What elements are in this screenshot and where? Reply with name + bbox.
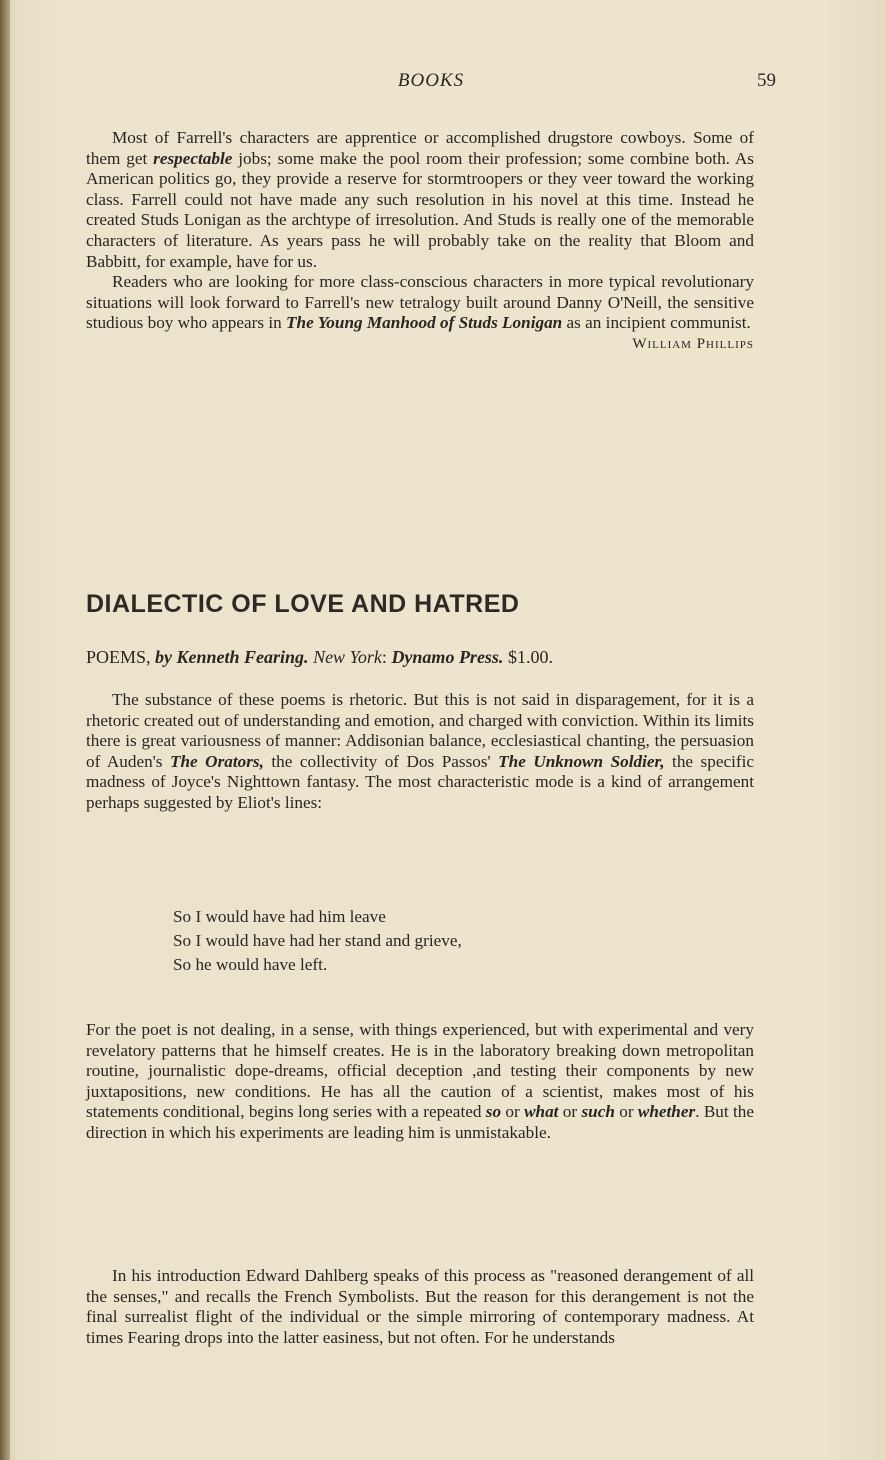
citation-city: New York (313, 647, 382, 667)
citation-author: by Kenneth Fearing. (155, 647, 309, 667)
text-run: Readers who are looking for more class-conscious characters in more typical revolutionary situations will look forward to Farrell's new tetralogy built around Danny O'Neill, the sensitive studious boy who appears in (86, 272, 754, 333)
verse-line: So he would have left. (173, 955, 328, 974)
paragraph: In his introduction Edward Dahlberg speaks of this process as "reasoned derangement of all the senses," and recalls the French Symbolists. But the reason for this derangement is not the final surrealist flight of the individual or the simple mirroring of contemporary madness. At times Fearing drops into the latter easiness, but not often. For he understands (86, 1266, 754, 1347)
book-title: The Young Manhood of Studs Lonigan (286, 313, 563, 333)
book-citation (86, 647, 553, 668)
verse-line: So I would have had him leave (173, 907, 386, 926)
text-run: or (501, 1102, 525, 1122)
reviewer-signature: William Phillips (632, 335, 754, 352)
review-heading: DIALECTIC OF LOVE AND HATRED (86, 590, 520, 618)
book-title: The Unknown Soldier, (498, 751, 665, 771)
emphasis-text: so (485, 1102, 502, 1122)
emphasis-text: what (524, 1102, 559, 1122)
verse-line: So I would have had her stand and grieve, (173, 931, 462, 950)
review-fearing-closing (86, 1266, 754, 1348)
citation-separator: : (381, 647, 392, 667)
book-spine-edge (0, 0, 10, 1460)
page-number: 59 (757, 70, 776, 91)
text-run: as an incipient communist. (562, 313, 751, 333)
emphasis-text: respectable (153, 148, 233, 168)
page-header (86, 70, 776, 98)
citation-title: POEMS, (86, 647, 156, 667)
emphasis-text: whether (637, 1102, 696, 1122)
citation-price: $1.00. (503, 647, 553, 667)
verse-quote (173, 905, 462, 977)
text-run: the specific madness of Joyce's Nighttown fantasy. The most characteristic mode is a kind of arrangement perhaps suggested by Eliot's lines: (86, 751, 754, 812)
review-fearing-body (86, 1020, 754, 1144)
citation-publisher: Dynamo Press. (391, 647, 504, 667)
text-run: the collectivity of Dos Passos' (263, 751, 499, 771)
text-run: . But the direction in which his experiments are leading him is unmistakable. (86, 1102, 754, 1142)
book-title: The Orators, (169, 751, 264, 771)
paragraph (86, 272, 754, 334)
text-run: jobs; some make the pool room their profession; some combine both. As American politics go, they provide a reserve for stormtroopers or they veer toward the working class. Farrell could not have made any such resolution in his novel at this time. Instead he created Studs Lonigan as the archtype of irresolution. And Studs is really one of the memorable characters of literature. As years pass he will probably take on the reality that Bloom and Babbitt, for example, have for us. (86, 148, 754, 271)
review-farrell (86, 128, 754, 353)
review-fearing-intro (86, 690, 754, 814)
running-head: BOOKS (397, 70, 465, 91)
text-run: The substance of these poems is rhetoric. But this is not said in disparagement, for it is a rhetoric created out of understanding and emotion, and charged with conviction. Within its limits there is great variousness of manner: Addisonian balance, ecclesiastical chanting, the persuasion of Auden's (86, 690, 754, 771)
paragraph (86, 128, 754, 272)
text-run: or (614, 1102, 638, 1122)
text-run: For the poet is not dealing, in a sense, with things experienced, but with experimental and very revelatory patterns that he himself creates. He is in the laboratory breaking down metropolitan routine, journalistic dope-dreams, official deception ,and testing their components by new juxtapositions, new conditions. He has all the caution of a scientist, makes most of his statements conditional, begins long series with a repeated (86, 1020, 754, 1122)
paragraph (86, 1020, 754, 1144)
emphasis-text: such (581, 1102, 615, 1122)
paragraph (86, 690, 754, 814)
text-run: Most of Farrell's characters are apprentice or accomplished drugstore cowboys. Some of them get (86, 128, 754, 168)
text-run: or (558, 1102, 582, 1122)
